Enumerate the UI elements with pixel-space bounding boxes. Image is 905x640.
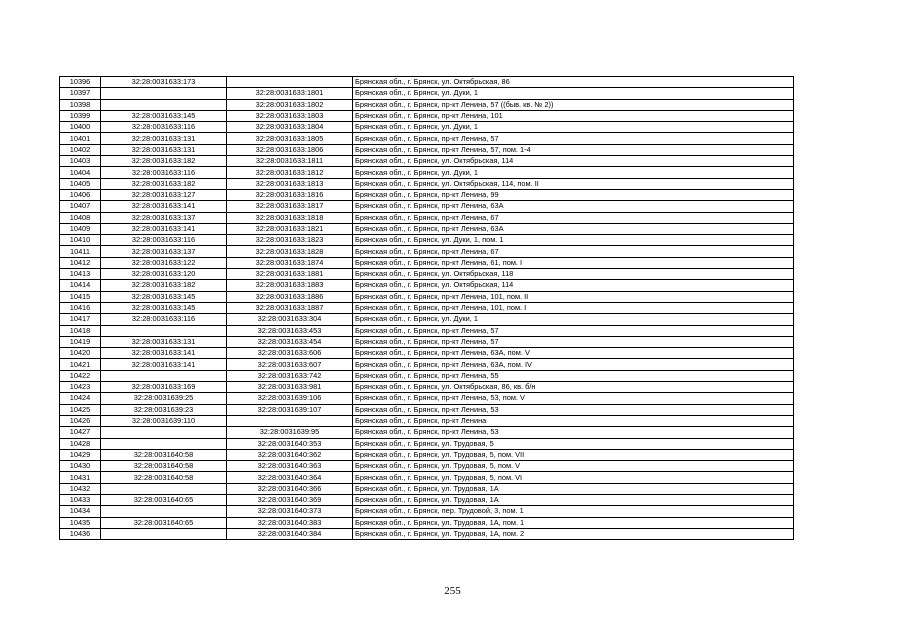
address-cell: Брянская обл., г. Брянск, ул. Дуки, 1 [353, 122, 794, 133]
address-cell: Брянская обл., г. Брянск, ул. Трудовая, 5 [353, 438, 794, 449]
object-number-cell: 32:28:0031633:304 [227, 314, 353, 325]
table-row [60, 404, 794, 415]
address-cell: Брянская обл., г. Брянск, ул. Трудовая, 5, пом. V [353, 461, 794, 472]
parcel-number-cell: 32:28:0031633:131 [101, 144, 227, 155]
table-row [60, 133, 794, 144]
address-cell: Брянская обл., г. Брянск, ул. Дуки, 1 [353, 88, 794, 99]
table-row [60, 99, 794, 110]
table-row [60, 302, 794, 313]
address-cell: Брянская обл., г. Брянск, ул. Дуки, 1, пом. 1 [353, 235, 794, 246]
parcel-number-cell: 32:28:0031633:120 [101, 269, 227, 280]
object-number-cell: 32:28:0031633:1828 [227, 246, 353, 257]
object-number-cell: 32:28:0031633:981 [227, 382, 353, 393]
table-row [60, 393, 794, 404]
object-number-cell: 32:28:0031640:383 [227, 517, 353, 528]
object-number-cell: 32:28:0031633:1806 [227, 144, 353, 155]
address-cell: Брянская обл., г. Брянск, ул. Трудовая, 1А [353, 483, 794, 494]
table-row [60, 122, 794, 133]
parcel-number-cell: 32:28:0031633:169 [101, 382, 227, 393]
address-cell: Брянская обл., г. Брянск, пр-кт Ленина, 57 [353, 133, 794, 144]
object-number-cell: 32:28:0031633:1802 [227, 99, 353, 110]
page-number: 255 [444, 585, 461, 597]
row-number-cell: 10397 [60, 88, 101, 99]
object-number-cell: 32:28:0031640:366 [227, 483, 353, 494]
table-row [60, 257, 794, 268]
parcel-number-cell: 32:28:0031640:65 [101, 494, 227, 505]
object-number-cell [227, 415, 353, 426]
row-number-cell: 10418 [60, 325, 101, 336]
parcel-number-cell: 32:28:0031639:25 [101, 393, 227, 404]
table-row [60, 382, 794, 393]
table-row [60, 235, 794, 246]
parcel-number-cell [101, 99, 227, 110]
parcel-number-cell: 32:28:0031633:116 [101, 314, 227, 325]
address-cell: Брянская обл., г. Брянск, пр-кт Ленина, 53, пом. V [353, 393, 794, 404]
table-row [60, 348, 794, 359]
address-cell: Брянская обл., г. Брянск, пр-кт Ленина, 67 [353, 246, 794, 257]
parcel-number-cell: 32:28:0031633:137 [101, 246, 227, 257]
address-cell: Брянская обл., г. Брянск, ул. Октябрьская, 114 [353, 280, 794, 291]
address-cell: Брянская обл., г. Брянск, пр-кт Ленина, 55 [353, 370, 794, 381]
table-row [60, 269, 794, 280]
row-number-cell: 10411 [60, 246, 101, 257]
address-cell: Брянская обл., г. Брянск, пр-кт Ленина, 63А [353, 201, 794, 212]
row-number-cell: 10403 [60, 156, 101, 167]
table-row [60, 370, 794, 381]
table-row [60, 506, 794, 517]
row-number-cell: 10431 [60, 472, 101, 483]
parcel-number-cell: 32:28:0031639:110 [101, 415, 227, 426]
address-cell: Брянская обл., г. Брянск, ул. Октябрьская, 86, кв. б/н [353, 382, 794, 393]
table-row [60, 189, 794, 200]
table-row [60, 280, 794, 291]
row-number-cell: 10420 [60, 348, 101, 359]
address-cell: Брянская обл., г. Брянск, ул. Октябрьская, 114 [353, 156, 794, 167]
row-number-cell: 10417 [60, 314, 101, 325]
parcel-number-cell [101, 325, 227, 336]
row-number-cell: 10414 [60, 280, 101, 291]
table-row [60, 167, 794, 178]
object-number-cell: 32:28:0031639:95 [227, 427, 353, 438]
address-cell: Брянская обл., г. Брянск, ул. Октябрьская, 86 [353, 77, 794, 88]
parcel-number-cell: 32:28:0031633:141 [101, 201, 227, 212]
object-number-cell: 32:28:0031633:1883 [227, 280, 353, 291]
row-number-cell: 10433 [60, 494, 101, 505]
object-number-cell: 32:28:0031633:1817 [227, 201, 353, 212]
object-number-cell: 32:28:0031633:1821 [227, 223, 353, 234]
object-number-cell: 32:28:0031639:106 [227, 393, 353, 404]
parcel-number-cell [101, 528, 227, 539]
row-number-cell: 10400 [60, 122, 101, 133]
address-cell: Брянская обл., г. Брянск, пр-кт Ленина, 99 [353, 189, 794, 200]
row-number-cell: 10401 [60, 133, 101, 144]
parcel-number-cell: 32:28:0031633:141 [101, 223, 227, 234]
address-cell: Брянская обл., г. Брянск, ул. Дуки, 1 [353, 314, 794, 325]
row-number-cell: 10415 [60, 291, 101, 302]
address-cell: Брянская обл., г. Брянск, пр-кт Ленина, 53 [353, 427, 794, 438]
parcel-number-cell: 32:28:0031633:173 [101, 77, 227, 88]
object-number-cell: 32:28:0031633:1881 [227, 269, 353, 280]
row-number-cell: 10405 [60, 178, 101, 189]
address-cell: Брянская обл., г. Брянск, пер. Трудовой, 3, пом. 1 [353, 506, 794, 517]
parcel-number-cell: 32:28:0031633:182 [101, 156, 227, 167]
object-number-cell: 32:28:0031633:1804 [227, 122, 353, 133]
registry-table-body [60, 77, 794, 540]
row-number-cell: 10429 [60, 449, 101, 460]
row-number-cell: 10408 [60, 212, 101, 223]
object-number-cell: 32:28:0031633:606 [227, 348, 353, 359]
parcel-number-cell [101, 438, 227, 449]
object-number-cell: 32:28:0031633:1823 [227, 235, 353, 246]
object-number-cell: 32:28:0031640:384 [227, 528, 353, 539]
address-cell: Брянская обл., г. Брянск, пр-кт Ленина, 57 ((быв. кв. № 2)) [353, 99, 794, 110]
table-row [60, 178, 794, 189]
object-number-cell: 32:28:0031633:742 [227, 370, 353, 381]
row-number-cell: 10404 [60, 167, 101, 178]
address-cell: Брянская обл., г. Брянск, пр-кт Ленина, 67 [353, 212, 794, 223]
table-row [60, 201, 794, 212]
object-number-cell: 32:28:0031633:1803 [227, 110, 353, 121]
parcel-number-cell: 32:28:0031633:127 [101, 189, 227, 200]
object-number-cell: 32:28:0031640:373 [227, 506, 353, 517]
table-row [60, 223, 794, 234]
object-number-cell: 32:28:0031633:1812 [227, 167, 353, 178]
row-number-cell: 10398 [60, 99, 101, 110]
table-row [60, 528, 794, 539]
table-row [60, 212, 794, 223]
row-number-cell: 10416 [60, 302, 101, 313]
object-number-cell: 32:28:0031633:1886 [227, 291, 353, 302]
parcel-number-cell: 32:28:0031633:122 [101, 257, 227, 268]
parcel-number-cell: 32:28:0031640:65 [101, 517, 227, 528]
address-cell: Брянская обл., г. Брянск, пр-кт Ленина, 101, пом. II [353, 291, 794, 302]
object-number-cell: 32:28:0031640:362 [227, 449, 353, 460]
row-number-cell: 10425 [60, 404, 101, 415]
row-number-cell: 10422 [60, 370, 101, 381]
object-number-cell: 32:28:0031640:364 [227, 472, 353, 483]
table-row [60, 461, 794, 472]
address-cell: Брянская обл., г. Брянск, пр-кт Ленина, 57 [353, 325, 794, 336]
row-number-cell: 10436 [60, 528, 101, 539]
parcel-number-cell: 32:28:0031633:137 [101, 212, 227, 223]
object-number-cell: 32:28:0031633:1811 [227, 156, 353, 167]
parcel-number-cell: 32:28:0031633:145 [101, 302, 227, 313]
row-number-cell: 10409 [60, 223, 101, 234]
table-row [60, 359, 794, 370]
row-number-cell: 10402 [60, 144, 101, 155]
object-number-cell: 32:28:0031633:607 [227, 359, 353, 370]
table-row [60, 494, 794, 505]
address-cell: Брянская обл., г. Брянск, ул. Трудовая, 1А [353, 494, 794, 505]
parcel-number-cell: 32:28:0031633:141 [101, 359, 227, 370]
parcel-number-cell [101, 88, 227, 99]
table-row [60, 336, 794, 347]
parcel-number-cell: 32:28:0031640:58 [101, 461, 227, 472]
parcel-number-cell [101, 370, 227, 381]
row-number-cell: 10407 [60, 201, 101, 212]
row-number-cell: 10432 [60, 483, 101, 494]
table-row [60, 110, 794, 121]
table-row [60, 483, 794, 494]
row-number-cell: 10434 [60, 506, 101, 517]
object-number-cell: 32:28:0031640:353 [227, 438, 353, 449]
table-row [60, 517, 794, 528]
parcel-number-cell: 32:28:0031633:131 [101, 336, 227, 347]
row-number-cell: 10421 [60, 359, 101, 370]
object-number-cell: 32:28:0031633:453 [227, 325, 353, 336]
parcel-number-cell: 32:28:0031639:23 [101, 404, 227, 415]
row-number-cell: 10430 [60, 461, 101, 472]
address-cell: Брянская обл., г. Брянск, пр-кт Ленина, 101, пом. I [353, 302, 794, 313]
address-cell: Брянская обл., г. Брянск, пр-кт Ленина, 63А, пом. V [353, 348, 794, 359]
table-row [60, 325, 794, 336]
parcel-number-cell [101, 506, 227, 517]
parcel-number-cell: 32:28:0031633:116 [101, 167, 227, 178]
parcel-number-cell: 32:28:0031633:182 [101, 280, 227, 291]
address-cell: Брянская обл., г. Брянск, пр-кт Ленина, 53 [353, 404, 794, 415]
parcel-number-cell: 32:28:0031633:131 [101, 133, 227, 144]
address-cell: Брянская обл., г. Брянск, ул. Октябрьская, 114, пом. II [353, 178, 794, 189]
address-cell: Брянская обл., г. Брянск, пр-кт Ленина, 63А [353, 223, 794, 234]
row-number-cell: 10426 [60, 415, 101, 426]
object-number-cell: 32:28:0031633:1801 [227, 88, 353, 99]
row-number-cell: 10428 [60, 438, 101, 449]
object-number-cell: 32:28:0031633:1887 [227, 302, 353, 313]
table-row [60, 438, 794, 449]
table-row [60, 88, 794, 99]
parcel-number-cell [101, 427, 227, 438]
parcel-number-cell: 32:28:0031640:58 [101, 472, 227, 483]
address-cell: Брянская обл., г. Брянск, ул. Трудовая, 5, пом. VI [353, 472, 794, 483]
address-cell: Брянская обл., г. Брянск, пр-кт Ленина, 61, пом. I [353, 257, 794, 268]
address-cell: Брянская обл., г. Брянск, пр-кт Ленина, 63А, пом. IV [353, 359, 794, 370]
row-number-cell: 10424 [60, 393, 101, 404]
parcel-number-cell: 32:28:0031633:145 [101, 291, 227, 302]
table-row [60, 415, 794, 426]
object-number-cell: 32:28:0031633:1813 [227, 178, 353, 189]
address-cell: Брянская обл., г. Брянск, пр-кт Ленина [353, 415, 794, 426]
table-row [60, 77, 794, 88]
table-row [60, 246, 794, 257]
table-row [60, 427, 794, 438]
row-number-cell: 10419 [60, 336, 101, 347]
parcel-number-cell: 32:28:0031633:182 [101, 178, 227, 189]
table-row [60, 144, 794, 155]
parcel-number-cell: 32:28:0031640:58 [101, 449, 227, 460]
row-number-cell: 10413 [60, 269, 101, 280]
address-cell: Брянская обл., г. Брянск, пр-кт Ленина, 57 [353, 336, 794, 347]
table-row [60, 449, 794, 460]
row-number-cell: 10435 [60, 517, 101, 528]
address-cell: Брянская обл., г. Брянск, ул. Трудовая, 1А, пом. 2 [353, 528, 794, 539]
object-number-cell: 32:28:0031633:1805 [227, 133, 353, 144]
address-cell: Брянская обл., г. Брянск, ул. Дуки, 1 [353, 167, 794, 178]
object-number-cell: 32:28:0031633:1874 [227, 257, 353, 268]
row-number-cell: 10410 [60, 235, 101, 246]
object-number-cell: 32:28:0031640:369 [227, 494, 353, 505]
object-number-cell: 32:28:0031633:1818 [227, 212, 353, 223]
table-row [60, 314, 794, 325]
address-cell: Брянская обл., г. Брянск, пр-кт Ленина, 57, пом. 1-4 [353, 144, 794, 155]
table-row [60, 156, 794, 167]
row-number-cell: 10399 [60, 110, 101, 121]
row-number-cell: 10412 [60, 257, 101, 268]
parcel-number-cell [101, 483, 227, 494]
address-cell: Брянская обл., г. Брянск, ул. Октябрьская, 118 [353, 269, 794, 280]
parcel-number-cell: 32:28:0031633:145 [101, 110, 227, 121]
table-row [60, 472, 794, 483]
row-number-cell: 10396 [60, 77, 101, 88]
parcel-number-cell: 32:28:0031633:116 [101, 235, 227, 246]
address-cell: Брянская обл., г. Брянск, ул. Трудовая, 1А, пом. 1 [353, 517, 794, 528]
table-row [60, 291, 794, 302]
row-number-cell: 10427 [60, 427, 101, 438]
object-number-cell: 32:28:0031633:454 [227, 336, 353, 347]
object-number-cell: 32:28:0031639:107 [227, 404, 353, 415]
object-number-cell: 32:28:0031633:1816 [227, 189, 353, 200]
property-registry-table [59, 76, 794, 540]
address-cell: Брянская обл., г. Брянск, ул. Трудовая, 5, пом. VII [353, 449, 794, 460]
address-cell: Брянская обл., г. Брянск, пр-кт Ленина, 101 [353, 110, 794, 121]
object-number-cell: 32:28:0031640:363 [227, 461, 353, 472]
parcel-number-cell: 32:28:0031633:141 [101, 348, 227, 359]
row-number-cell: 10406 [60, 189, 101, 200]
parcel-number-cell: 32:28:0031633:116 [101, 122, 227, 133]
object-number-cell [227, 77, 353, 88]
row-number-cell: 10423 [60, 382, 101, 393]
